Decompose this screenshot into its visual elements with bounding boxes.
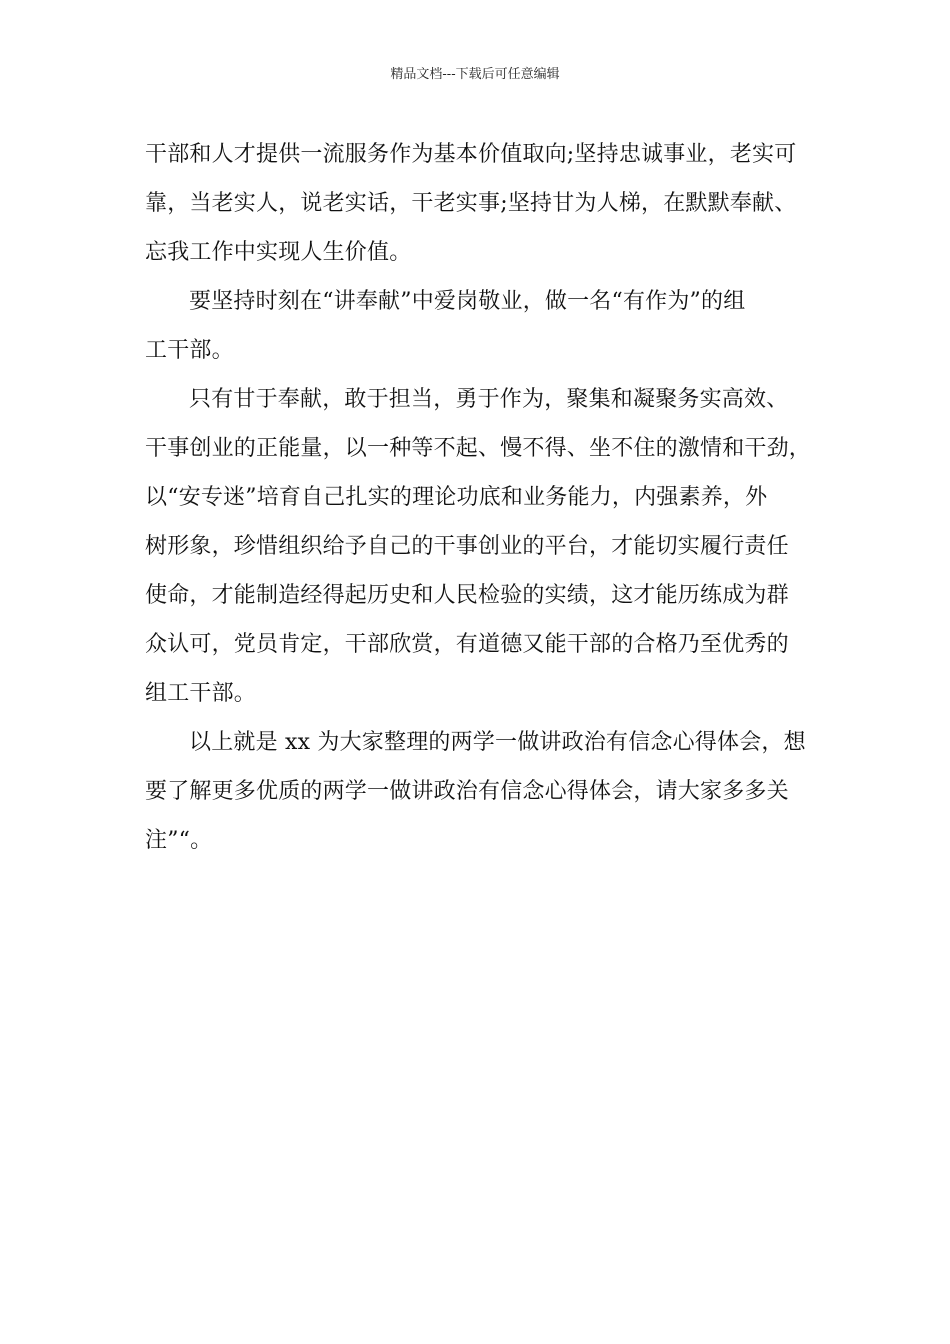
text-line: 工干部。 [145,338,234,363]
text-line: 注”“。 [145,828,213,853]
text-line: 众认可，党员肯定，干部欣赏，有道德又能干部的合格乃至优秀的 [145,632,789,657]
paragraph-2 [145,277,825,375]
text-line: 组工干部。 [145,681,257,706]
paragraph-1 [145,130,825,277]
page-header: 精品文档---下载后可任意编辑 [390,67,560,82]
text-line: 以“安专迷”培育自己扎实的理论功底和业务能力，内强素养，外 [145,485,768,510]
text-line: 忘我工作中实现人生价值。 [145,240,412,265]
paragraph-3 [145,375,825,718]
text-line: 树形象，珍惜组织给予自己的干事创业的平台，才能切实履行责任 [145,534,789,559]
text-line: 只有甘于奉献，敢于担当，勇于作为，聚集和凝聚务实高效、 [189,387,789,412]
paragraph-4 [145,718,825,865]
text-line: 使命，才能制造经得起历史和人民检验的实绩，这才能历练成为群 [145,583,789,608]
text-line: 干部和人才提供一流服务作为基本价值取向;坚持忠诚事业，老实可 [145,142,797,167]
text-line: 干事创业的正能量，以一种等不起、慢不得、坐不住的激情和干劲， [145,436,812,461]
text-line: 要坚持时刻在“讲奉献”中爱岗敬业，做一名“有作为”的组 [189,289,746,314]
text-line: 以上就是 xx 为大家整理的两学一做讲政治有信念心得体会，想 [189,730,806,755]
text-line: 要了解更多优质的两学一做讲政治有信念心得体会，请大家多多关 [145,779,789,804]
document-body [145,130,825,865]
text-line: 靠，当老实人，说老实话，干老实事;坚持甘为人梯，在默默奉献、 [145,191,797,216]
